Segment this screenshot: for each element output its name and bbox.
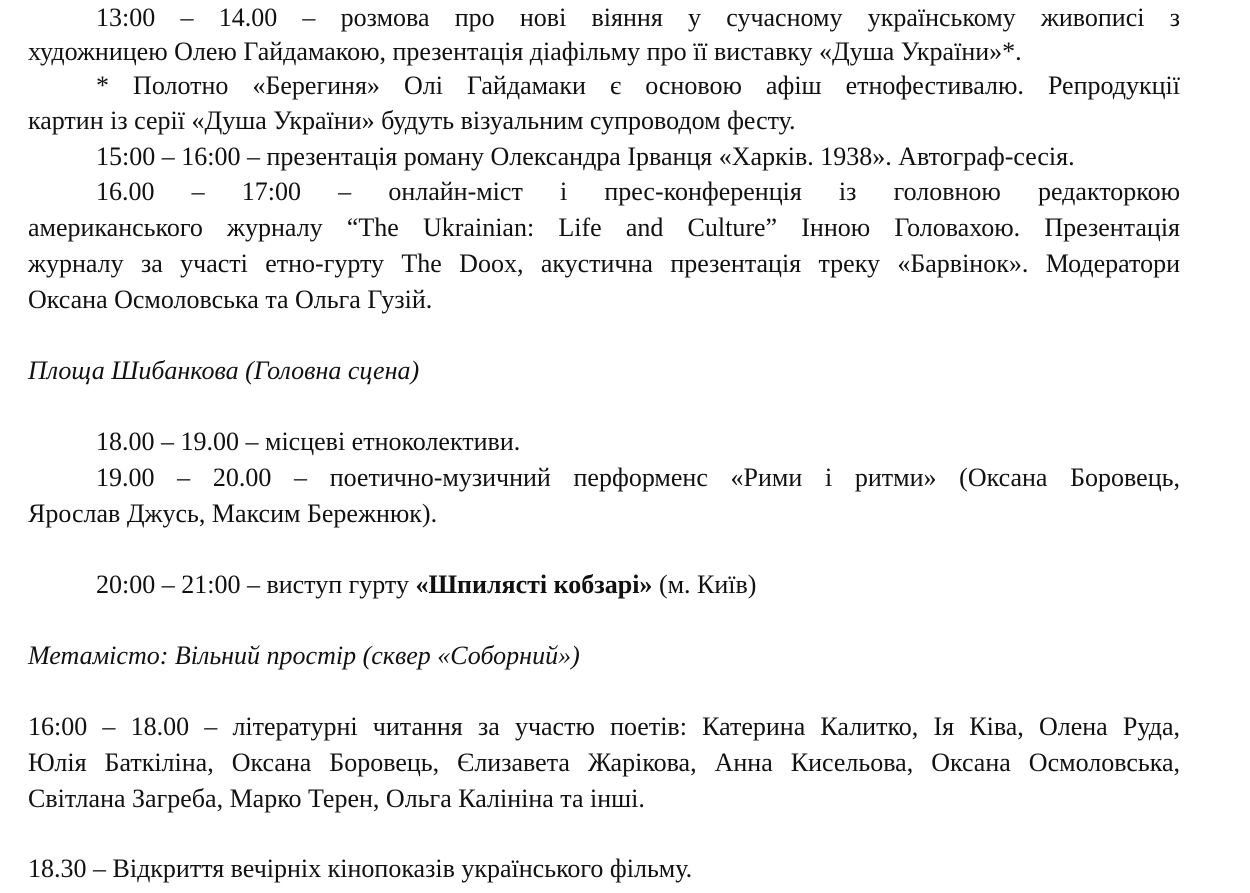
schedule-line-1900: 19.00 – 20.00 – поетично-музичний перформенс «Рими і ритми» (Оксана Боровець,: [96, 463, 1180, 492]
schedule-line-1900-cont: Ярослав Джусь, Максим Бережнюк).: [28, 499, 438, 528]
readings-line-3: Світлана Загреба, Марко Терен, Ольга Калініна та інші.: [28, 784, 645, 813]
readings-line-1: 16:00 – 18.00 – літературні читання за участю поетів: Катерина Калитко, Ія Ківа, Олена Руда,: [28, 712, 1180, 741]
readings-line-2: Юлія Баткіліна, Оксана Боровець, Єлизавета Жарікова, Анна Кисельова, Оксана Осмоловська,: [28, 748, 1180, 777]
schedule-line-1300-cont: художницею Олею Гайдамакою, презентація діафільму про її виставку «Душа України»*.: [28, 37, 1022, 66]
schedule-line-1600-cont-1: американського журналу “The Ukrainian: Life and Culture” Інною Головахою. Презентація: [28, 213, 1180, 242]
section-heading-free-space: Метамісто: Вільний простір (сквер «Соборний»): [28, 641, 580, 670]
schedule-line-2000-prefix: 20:00 – 21:00 – виступ гурту: [96, 570, 416, 599]
schedule-line-1600-cont-2: журналу за участі етно-гурту The Doox, акустична презентація треку «Барвінок». Модератори: [28, 249, 1180, 278]
schedule-line-1500: 15:00 – 16:00 – презентація роману Олександра Ірванця «Харків. 1938». Автограф-сесія.: [96, 142, 1075, 171]
schedule-line-1800: 18.00 – 19.00 – місцеві етноколективи.: [96, 427, 521, 456]
schedule-line-1600-cont-3: Оксана Осмоловська та Ольга Гузій.: [28, 285, 433, 314]
screenings-line: 18.30 – Відкриття вечірніх кінопоказів українського фільму.: [28, 854, 693, 883]
footnote-line-1: * Полотно «Берегиня» Олі Гайдамаки є основою афіш етнофестивалю. Репродукції: [96, 71, 1180, 100]
schedule-line-1600: 16.00 – 17:00 – онлайн-міст і прес-конференція із головною редакторкою: [96, 177, 1180, 206]
section-heading-main-stage: Площа Шибанкова (Головна сцена): [28, 356, 420, 385]
band-name-bold: «Шпилясті кобзарі»: [415, 570, 653, 599]
schedule-line-2000-suffix: (м. Київ): [652, 570, 757, 599]
schedule-line-2000: [96, 567, 1180, 603]
schedule-line-1300: 13:00 – 14.00 – розмова про нові віяння у сучасному українському живописі з: [96, 3, 1180, 32]
footnote-line-2: картин із серії «Душа України» будуть візуальним супроводом фесту.: [28, 106, 796, 135]
